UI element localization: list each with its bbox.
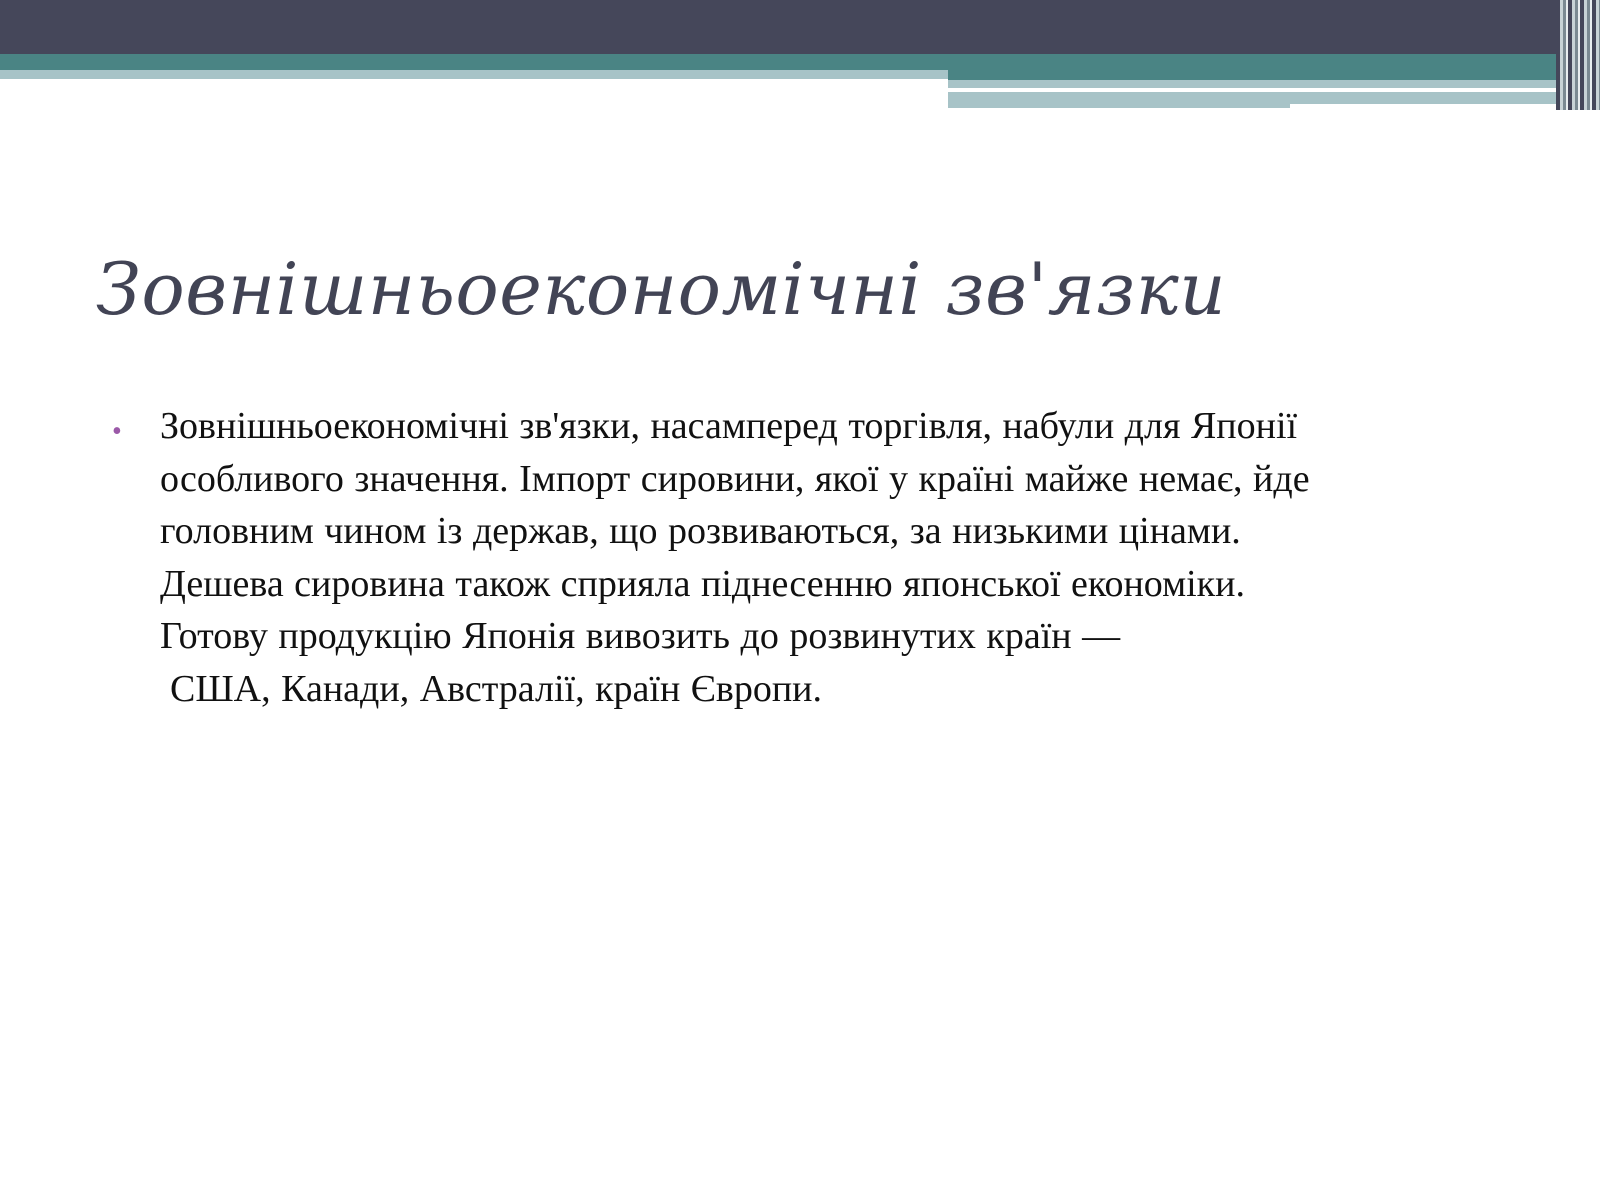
header-dark-bar (0, 0, 1560, 54)
paragraph-line: Зовнішньоекономічні зв'язки, насамперед торгівля, набули для Японії (160, 405, 1298, 447)
bullet-marker: • (112, 416, 122, 447)
bullet-paragraph (160, 400, 1512, 715)
header-accent-bar-left (948, 92, 1290, 108)
header-teal-bar (0, 54, 1560, 70)
paragraph-line: Готову продукцію Японія вивозить до розвинутих країн — (160, 615, 1121, 657)
header-edge-stripes (1556, 0, 1600, 110)
slide-body (112, 400, 1512, 715)
paragraph-line: США, Канади, Австралії, країн Європи. (170, 667, 823, 710)
header-light-bar-left (0, 70, 948, 79)
header-accent-bar-right (1290, 92, 1560, 104)
paragraph-line: особливого значення. Імпорт сировини, якої у країні майже немає, йде (160, 457, 1310, 500)
paragraph-line: головним чином із держав, що розвиваються, за низькими цінами. (160, 510, 1241, 552)
bullet-item (112, 400, 1512, 715)
paragraph-line: Дешева сировина також сприяла піднесенню японської економіки. (160, 562, 1245, 605)
header-light-bar-right (948, 80, 1560, 88)
header-teal-bar-right (948, 70, 1560, 80)
slide-title: Зовнішньоекономічні зв'язки (96, 247, 1227, 331)
